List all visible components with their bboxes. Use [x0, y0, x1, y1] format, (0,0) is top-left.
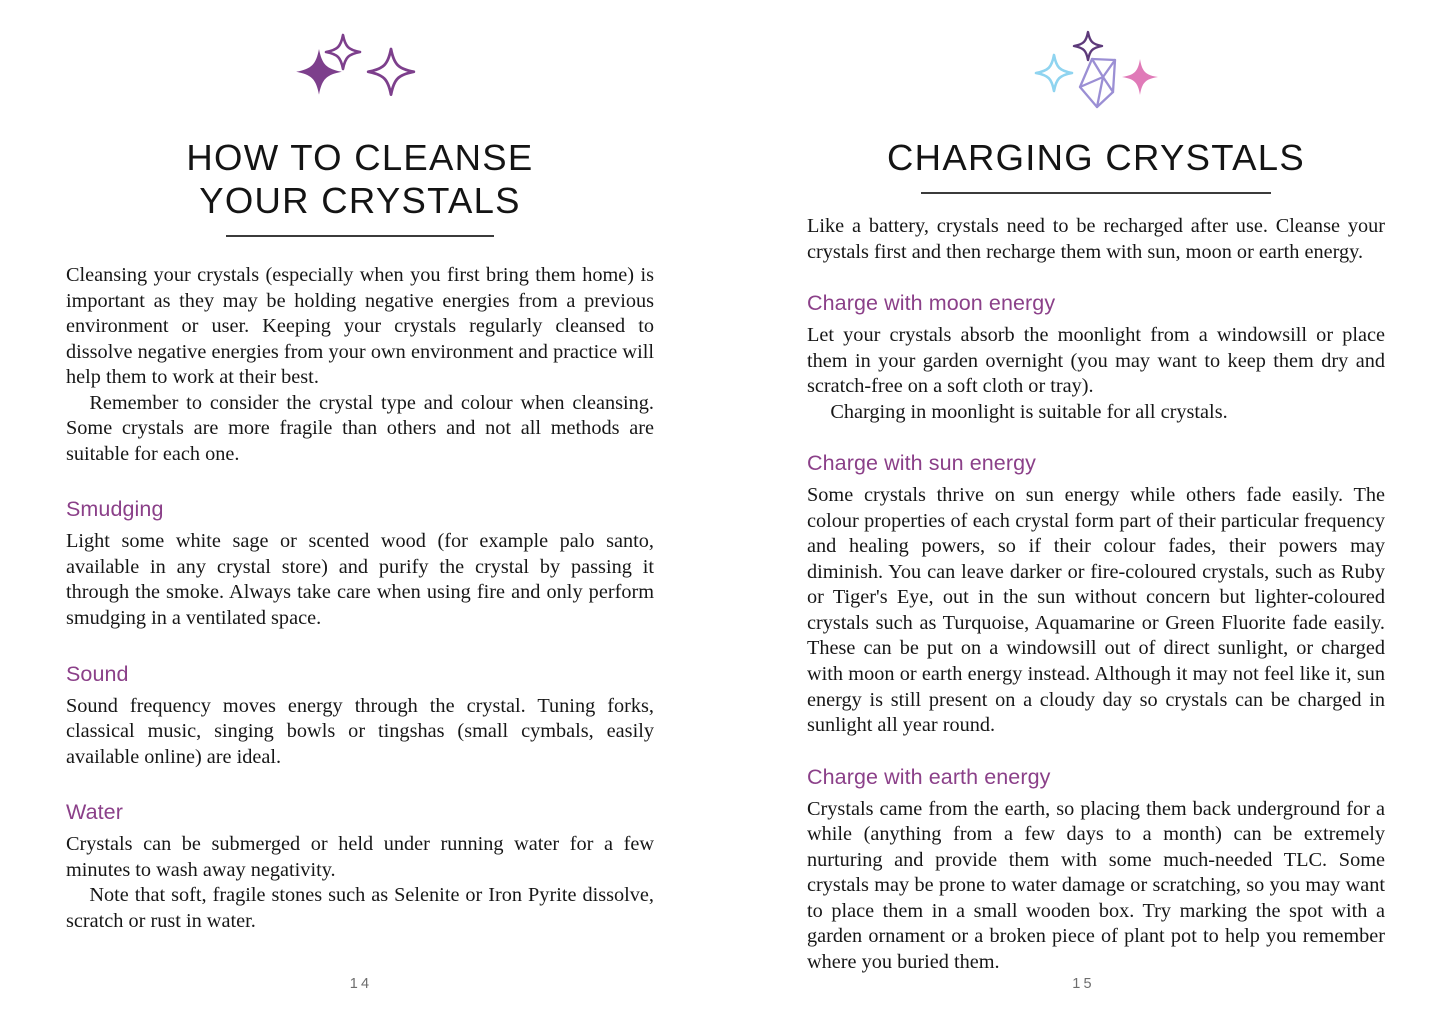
- section-spacer: [807, 739, 1385, 765]
- page-number-left: 14: [349, 976, 373, 992]
- right-body-column: [807, 214, 1385, 975]
- section-heading-earth-energy: Charge with earth energy: [807, 764, 1051, 789]
- section-heading-smudging: Smudging: [66, 497, 164, 522]
- smudging-paragraph-1: Light some white sage or scented wood (for example palo santo, available in any crystal store) and purify the crystal by passing it through the smoke. Always take care when using fire and only perform smudging in a ventilated space.: [66, 530, 654, 629]
- heading-spacer: [807, 316, 1385, 323]
- section-spacer: [807, 425, 1385, 451]
- heading-spacer: [66, 687, 654, 694]
- sparkle-purple-outline-icon: [1074, 32, 1102, 60]
- sun-energy-paragraph-1: Some crystals thrive on sun energy while others fade easily. The colour properties of each crystal form part of their particular frequency and healing powers, so if their colour fades, their powers may diminish. You can leave darker or fire-coloured crystals, such as Ruby or Tiger's Eye, out in the sun without concern but lighter-coloured crystals such as Turquoise, Aquamarine or Green Fluorite fade easily. These can be put on a windowsill out of direct sunlight, or charged with moon or earth energy instead. Although it may not feel like it, sun energy is still present on a cloudy day so crystals can be charged in sunlight all year round.: [807, 484, 1385, 737]
- sparkle-pink-filled-icon: [1122, 59, 1158, 95]
- intro-paragraph-1: Cleansing your crystals (especially when you first bring them home) is important as they may be holding negative energies from a previous environment or user. Keeping your crystals regularly cleansed to dissolve negative energies from your own environment and practice will help them to work at their best.: [66, 264, 654, 389]
- right-title-block: [807, 136, 1385, 194]
- left-body-column: [66, 263, 654, 934]
- page-title-line-1: HOW TO CLEANSE: [186, 137, 534, 178]
- page-title-line-1: CHARGING CRYSTALS: [887, 137, 1305, 178]
- intro-paragraph-2: Remember to consider the crystal type and colour when cleansing. Some crystals are more fragile than others and not all methods are suitable for each one.: [66, 391, 654, 465]
- page-title: [807, 136, 1385, 179]
- heading-spacer: [66, 522, 654, 529]
- water-paragraph-1: Crystals can be submerged or held under running water for a few minutes to wash away negativity.: [66, 833, 654, 881]
- section-heading-sound: Sound: [66, 661, 129, 686]
- page-title: [66, 136, 654, 222]
- page-title-line-2: YOUR CRYSTALS: [199, 180, 521, 222]
- three-sparkles-ornament: [66, 0, 654, 114]
- sparkle-large-outline-icon: [368, 49, 414, 95]
- intro-paragraph-1: Like a battery, crystals need to be recharged after use. Cleanse your crystals first and then recharge them with sun, moon or earth energy.: [807, 215, 1385, 263]
- moon-energy-paragraph-2: Charging in moonlight is suitable for all crystals.: [830, 400, 1228, 423]
- section-heading-moon-energy: Charge with moon energy: [807, 291, 1056, 316]
- earth-energy-paragraph-1: Crystals came from the earth, so placing them back underground for a while (anything from a few days to a month) can be extremely nurturing and provide them with some much-needed TLC. Some crystals may be prone to water damage or scratching, so you may want to place them in a small wooden box. Try marking the spot with a garden ornament or a broken piece of plant pot to help you remember where you buried them.: [807, 797, 1385, 973]
- left-title-block: [66, 136, 654, 237]
- page-number-right: 15: [1072, 976, 1095, 992]
- crystal-and-sparkles-ornament: [807, 0, 1385, 114]
- heading-spacer: [807, 790, 1385, 797]
- moon-energy-paragraph-1: Let your crystals absorb the moonlight from a windowsill or place them in your garden overnight (you may want to keep them dry and scratch-free on a soft cloth or tray).: [807, 324, 1385, 398]
- heading-spacer: [66, 825, 654, 832]
- water-paragraph-2: Note that soft, fragile stones such as Selenite or Iron Pyrite dissolve, scratch or rust in water.: [66, 884, 654, 932]
- section-spacer: [66, 632, 654, 662]
- crystal-gem-icon: [1080, 59, 1115, 107]
- sound-paragraph-1: Sound frequency moves energy through the crystal. Tuning forks, classical music, singing bowls or tingshas (small cymbals, easily available online) are ideal.: [66, 694, 654, 768]
- section-spacer: [66, 770, 654, 800]
- section-spacer: [66, 467, 654, 497]
- section-heading-sun-energy: Charge with sun energy: [807, 451, 1036, 476]
- title-rule: [226, 235, 494, 237]
- section-spacer: [807, 265, 1385, 291]
- title-rule: [921, 192, 1271, 194]
- heading-spacer: [807, 476, 1385, 483]
- sparkle-small-outline-icon: [326, 35, 360, 69]
- section-heading-water: Water: [66, 800, 123, 825]
- left-page: [0, 0, 722, 1025]
- right-page: [722, 0, 1445, 1025]
- sparkle-blue-outline-icon: [1036, 55, 1072, 91]
